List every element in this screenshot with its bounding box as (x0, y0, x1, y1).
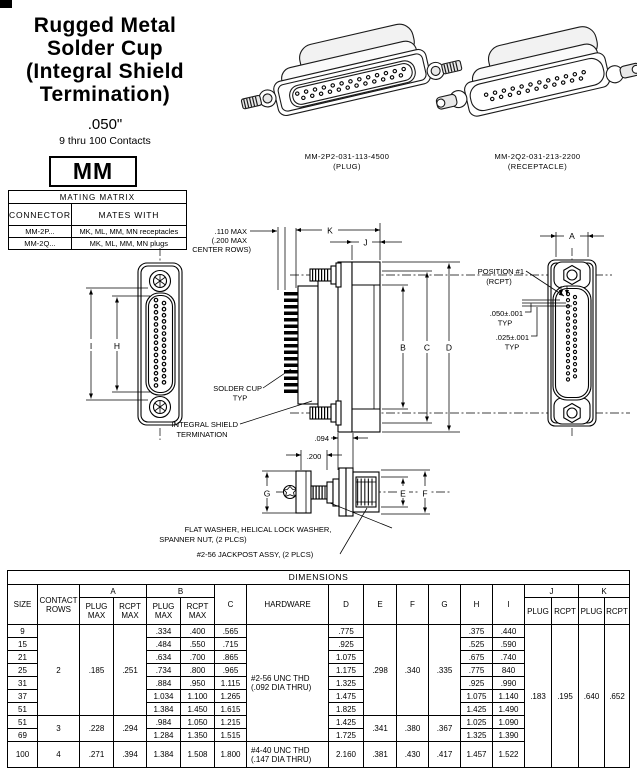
col-header-plug-max: PLUG MAX (80, 598, 114, 625)
dim-cell: .734 (147, 664, 181, 677)
size-cell: 15 (8, 638, 38, 651)
dim-cell: 1.034 (147, 690, 181, 703)
col-header-h: H (461, 585, 493, 625)
col-header-hardware: HARDWARE (247, 585, 329, 625)
dim-cell: 2.160 (329, 742, 364, 768)
col-header-rcpt: RCPT (552, 598, 579, 625)
note-center-rows: CENTER ROWS) (192, 245, 251, 254)
hardware-dia: (.092 DIA THRU) (251, 683, 312, 692)
dim-cell: 1.100 (181, 690, 215, 703)
plug-type: (PLUG) (333, 162, 361, 171)
contact-rows-cell: 3 (38, 716, 80, 742)
dim-094-label: .094 (314, 434, 329, 443)
matrix-col-mates-with: MATES WITH (71, 204, 186, 226)
col-header-rcpt: RCPT (605, 598, 630, 625)
size-cell: 9 (8, 625, 38, 638)
col-header-a: A (80, 585, 147, 598)
col-header-rcpt-max: RCPT MAX (181, 598, 215, 625)
note-110-max: .110 MAX (214, 227, 247, 236)
dim-cell: 1.475 (329, 690, 364, 703)
dim-cell: 1.384 (147, 703, 181, 716)
dim-cell: .340 (397, 625, 429, 716)
series-code-box (49, 156, 137, 187)
col-header-e: E (364, 585, 397, 625)
hardware-cell (247, 625, 329, 742)
tol-050-typ: TYP (497, 318, 513, 328)
col-header-plug: PLUG (525, 598, 552, 625)
size-cell: 25 (8, 664, 38, 677)
dim-cell: .884 (147, 677, 181, 690)
dim-cell: .640 (579, 625, 605, 768)
dim-200-label: .200 (306, 452, 322, 461)
dim-cell: 1.425 (461, 703, 493, 716)
dim-cell: .675 (461, 651, 493, 664)
dim-cell: .865 (215, 651, 247, 664)
col-header-i: I (493, 585, 525, 625)
dim-cell: .298 (364, 625, 397, 716)
dim-cell: .950 (181, 677, 215, 690)
col-header-g: G (429, 585, 461, 625)
title-line: Solder Cup (46, 37, 163, 60)
dim-cell: .195 (552, 625, 579, 768)
dim-cell: .550 (181, 638, 215, 651)
receptacle-caption (450, 152, 625, 172)
dim-label-d: D (445, 342, 453, 353)
dim-cell: .484 (147, 638, 181, 651)
dim-label-h: H (113, 341, 121, 351)
dim-label-i: I (89, 341, 93, 351)
solder-cup-label: SOLDER CUP (213, 384, 262, 393)
dim-cell: .715 (215, 638, 247, 651)
dim-cell: 1.265 (215, 690, 247, 703)
series-code: MM (72, 158, 114, 184)
tol-025-typ: TYP (504, 342, 520, 352)
dim-cell: .590 (493, 638, 525, 651)
hardware-thread: #2-56 UNC THD (251, 674, 310, 683)
dim-cell: .652 (605, 625, 630, 768)
matrix-row (9, 238, 187, 250)
dim-cell: 840 (493, 664, 525, 677)
tol-025-label: .025±.001 (495, 333, 529, 342)
dim-cell: .925 (329, 638, 364, 651)
dim-cell: .367 (429, 716, 461, 742)
dim-cell: 1.075 (329, 651, 364, 664)
dim-cell: .271 (80, 742, 114, 768)
col-header-plug: PLUG (579, 598, 605, 625)
dim-label-k: K (327, 225, 333, 236)
integral-shield-label: INTEGRAL SHIELD (171, 420, 238, 429)
size-cell: 69 (8, 729, 38, 742)
dim-cell: .740 (493, 651, 525, 664)
dim-label-a: A (569, 231, 575, 241)
dim-label-f: F (422, 488, 428, 499)
dim-cell: .375 (461, 625, 493, 638)
size-cell: 100 (8, 742, 38, 768)
dim-cell: 1.025 (461, 716, 493, 729)
dim-label-c: C (423, 342, 431, 353)
size-cell: 51 (8, 716, 38, 729)
dim-cell: .700 (181, 651, 215, 664)
matrix-mates-with: MK, ML, MM, MN receptacles (71, 226, 186, 238)
dim-label-e: E (400, 488, 406, 499)
dim-cell: .965 (215, 664, 247, 677)
dim-cell: 1.522 (493, 742, 525, 768)
size-cell: 21 (8, 651, 38, 664)
dimensions-title: DIMENSIONS (8, 571, 630, 585)
dim-cell: .417 (429, 742, 461, 768)
col-header-c: C (215, 585, 247, 625)
col-header-rcpt-max: RCPT MAX (114, 598, 147, 625)
hardware-cell (247, 742, 329, 768)
contacts-range: 9 thru 100 Contacts (59, 135, 151, 147)
dim-cell: .334 (147, 625, 181, 638)
dim-cell: 1.457 (461, 742, 493, 768)
dim-cell: 1.800 (215, 742, 247, 768)
dim-cell: 1.284 (147, 729, 181, 742)
scan-corner-mark (0, 0, 12, 8)
dim-cell: 1.175 (329, 664, 364, 677)
dim-cell: 1.450 (181, 703, 215, 716)
title-line: Rugged Metal (33, 14, 177, 37)
matrix-mates-with: MK, ML, MM, MN plugs (71, 238, 186, 250)
col-header-contact-rows: CONTACT ROWS (38, 585, 80, 625)
dim-cell: 1.050 (181, 716, 215, 729)
matrix-connector: MM-2P... (9, 226, 72, 238)
position-1-label: POSITION #1 (477, 267, 524, 276)
dim-cell: .380 (397, 716, 429, 742)
dim-cell: .183 (525, 625, 552, 768)
dim-cell: .565 (215, 625, 247, 638)
dim-cell: 1.390 (493, 729, 525, 742)
dim-cell: .800 (181, 664, 215, 677)
note-200-max: (.200 MAX (211, 236, 247, 245)
dim-cell: 1.325 (461, 729, 493, 742)
solder-cup-typ: TYP (232, 393, 248, 403)
table-row (8, 625, 630, 638)
dim-cell: .294 (114, 716, 147, 742)
dim-cell: 1.350 (181, 729, 215, 742)
dim-cell: .394 (114, 742, 147, 768)
mating-matrix-table (8, 190, 187, 250)
col-header-f: F (397, 585, 429, 625)
dim-cell: 1.115 (215, 677, 247, 690)
dim-cell: .775 (461, 664, 493, 677)
dim-cell: .984 (147, 716, 181, 729)
front-view-receptacle (522, 232, 604, 438)
dim-cell: .990 (493, 677, 525, 690)
dim-cell: 1.825 (329, 703, 364, 716)
dim-cell: .400 (181, 625, 215, 638)
col-header-j: J (525, 585, 579, 598)
dim-cell: 1.490 (493, 703, 525, 716)
dim-cell: .430 (397, 742, 429, 768)
size-cell: 37 (8, 690, 38, 703)
dim-cell: .185 (80, 625, 114, 716)
matrix-row (9, 226, 187, 238)
dim-cell: .525 (461, 638, 493, 651)
hardware-thread: #4-40 UNC THD (251, 745, 310, 755)
size-cell: 51 (8, 703, 38, 716)
dim-cell: 1.384 (147, 742, 181, 768)
dim-cell: 1.508 (181, 742, 215, 768)
contact-rows-cell: 2 (38, 625, 80, 716)
matrix-col-connector: CONNECTOR (9, 204, 72, 226)
washer-note-line1: FLAT WASHER, HELICAL LOCK WASHER, (184, 525, 332, 534)
dim-cell: .925 (461, 677, 493, 690)
dim-cell: .335 (429, 625, 461, 716)
plug-caption (262, 152, 432, 172)
col-header-b: B (147, 585, 215, 598)
title-line: Termination) (39, 83, 171, 106)
dim-cell: 1.075 (461, 690, 493, 703)
position-1-rcpt: (RCPT) (486, 277, 512, 286)
size-cell: 31 (8, 677, 38, 690)
dim-cell: .251 (114, 625, 147, 716)
dim-cell: 1.725 (329, 729, 364, 742)
dim-cell: 1.215 (215, 716, 247, 729)
dim-cell: .341 (364, 716, 397, 742)
col-header-k: K (579, 585, 630, 598)
isometric-plug-view (233, 12, 464, 124)
dim-cell: .775 (329, 625, 364, 638)
front-view-plug (86, 248, 182, 440)
dim-label-g: G (263, 488, 271, 499)
col-header-size: SIZE (8, 585, 38, 625)
washer-note-line2: SPANNER NUT, (2 PLCS) (159, 535, 247, 544)
tol-050-label: .050±.001 (489, 309, 523, 318)
contact-rows-cell: 4 (38, 742, 80, 768)
plug-part-number: MM-2P2-031-113-4500 (304, 152, 390, 161)
termination-label: TERMINATION (176, 430, 228, 439)
dim-label-j: J (363, 237, 368, 248)
dim-cell: 1.425 (329, 716, 364, 729)
receptacle-type: (RECEPTACLE) (507, 162, 568, 171)
col-header-plug-max: PLUG MAX (147, 598, 181, 625)
dimensions-table (7, 570, 630, 768)
contact-pitch: .050" (87, 116, 123, 133)
dim-cell: 1.615 (215, 703, 247, 716)
title-line: (Integral Shield (25, 60, 185, 83)
dim-cell: 1.140 (493, 690, 525, 703)
dim-cell: .381 (364, 742, 397, 768)
hardware-dia: (.147 DIA THRU) (251, 754, 312, 764)
dim-cell: 1.515 (215, 729, 247, 742)
dim-cell: .440 (493, 625, 525, 638)
dim-cell: .228 (80, 716, 114, 742)
dim-label-b: B (400, 342, 406, 353)
dim-cell: .634 (147, 651, 181, 664)
jackpost-note: #2-56 JACKPOST ASSY, (2 PLCS) (196, 550, 314, 559)
page-title (4, 14, 206, 106)
col-header-d: D (329, 585, 364, 625)
dim-cell: 1.325 (329, 677, 364, 690)
dim-cell: 1.090 (493, 716, 525, 729)
mating-matrix-title: MATING MATRIX (9, 191, 187, 204)
matrix-connector: MM-2Q... (9, 238, 72, 250)
receptacle-part-number: MM-2Q2-031-213-2200 (494, 152, 581, 161)
